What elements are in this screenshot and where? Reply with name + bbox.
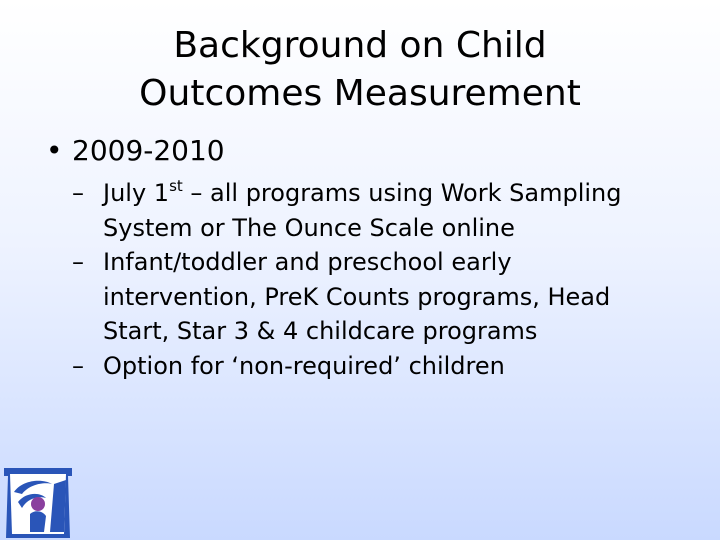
pennsylvania-keystone-logo-icon bbox=[0, 462, 76, 540]
dash-icon: – bbox=[72, 248, 84, 276]
sub-bullet-superscript: st bbox=[169, 177, 183, 195]
sub-bullet-item bbox=[72, 245, 672, 349]
slide-title bbox=[60, 22, 660, 118]
sub-bullet-text: Option for ‘non-required’ children bbox=[103, 351, 505, 380]
sub-bullet-text-end: – all programs using Work Sampling System or The Ounce Scale online bbox=[103, 179, 622, 242]
title-line-1: Background on Child bbox=[173, 25, 547, 66]
title-line-2: Outcomes Measurement bbox=[139, 73, 581, 114]
sub-bullet-item bbox=[72, 349, 672, 384]
sub-bullet-list bbox=[72, 176, 672, 383]
sub-bullet-item bbox=[72, 176, 672, 245]
bullet-item bbox=[46, 133, 225, 169]
bullet-text: 2009-2010 bbox=[72, 134, 225, 167]
bullet-dot-icon: • bbox=[46, 134, 63, 167]
dash-icon: – bbox=[72, 351, 84, 380]
sub-bullet-text: Infant/toddler and preschool early intervention, PreK Counts programs, Head Start, Star 3 & 4 childcare programs bbox=[103, 248, 611, 345]
sub-bullet-text-start: July 1 bbox=[103, 179, 170, 207]
dash-icon: – bbox=[72, 179, 84, 207]
